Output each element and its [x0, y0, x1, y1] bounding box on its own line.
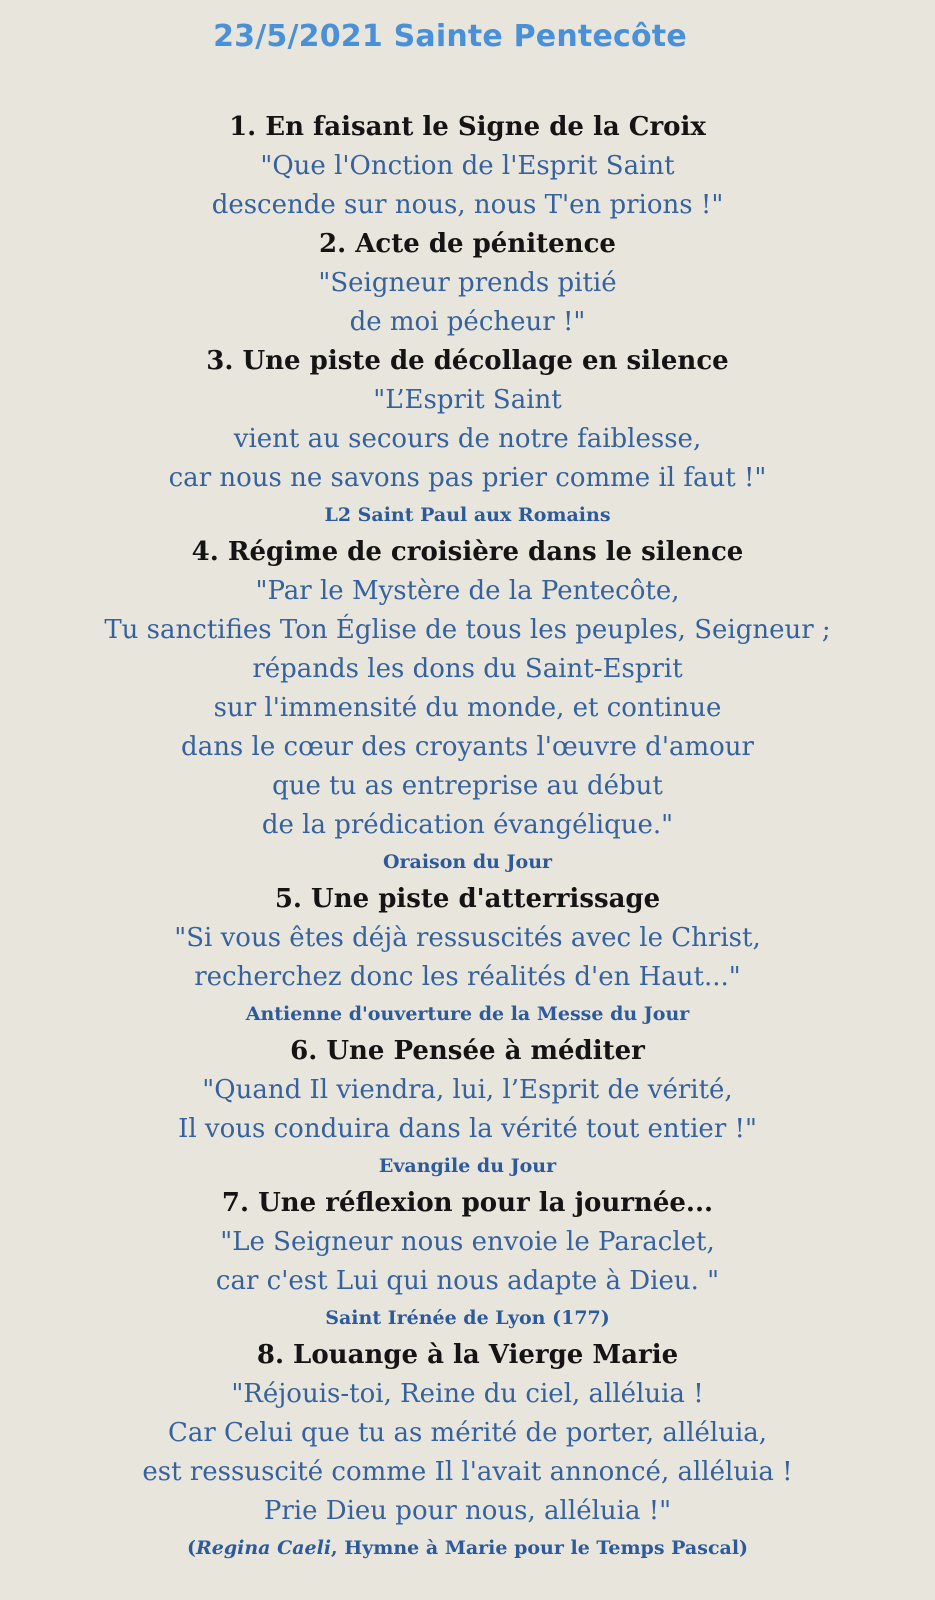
- prayer-steps: [0, 108, 935, 1566]
- quote-line: "Par le Mystère de la Pentecôte,: [255, 576, 680, 606]
- quote-line: Car Celui que tu as mérité de porter, alléluia,: [167, 1418, 768, 1448]
- step-4: [0, 533, 935, 880]
- quote-line: sur l'immensité du monde, et continue: [213, 693, 722, 723]
- step-quote: [0, 1375, 935, 1531]
- quote-line: de la prédication évangélique.": [261, 810, 674, 840]
- quote-line: "L’Esprit Saint: [373, 385, 562, 415]
- step-heading: 2. Acte de pénitence: [319, 229, 616, 259]
- step-7: [0, 1184, 935, 1336]
- step-quote: [0, 572, 935, 845]
- source-open: (: [186, 1537, 196, 1559]
- step-3: [0, 342, 935, 533]
- quote-line: de moi pécheur !": [349, 307, 586, 337]
- quote-line: car nous ne savons pas prier comme il faut !": [168, 463, 767, 493]
- quote-line: vient au secours de notre faiblesse,: [233, 424, 702, 454]
- step-5: [0, 880, 935, 1032]
- quote-line: "Quand Il viendra, lui, l’Esprit de vérité,: [202, 1075, 733, 1105]
- step-source: L2 Saint Paul aux Romains: [324, 504, 611, 526]
- step-heading: 4. Régime de croisière dans le silence: [191, 537, 744, 567]
- source-hymn-title: Regina Caeli: [195, 1537, 332, 1559]
- quote-line: "Si vous êtes déjà ressuscités avec le Christ,: [174, 923, 761, 953]
- step-source: Evangile du Jour: [378, 1155, 557, 1177]
- quote-line: "Réjouis-toi, Reine du ciel, alléluia !: [231, 1379, 704, 1409]
- quote-line: car c'est Lui qui nous adapte à Dieu. ": [215, 1266, 720, 1296]
- step-heading: 1. En faisant le Signe de la Croix: [229, 112, 706, 142]
- step-heading: 6. Une Pensée à méditer: [290, 1036, 645, 1066]
- step-quote: [0, 147, 935, 225]
- step-source: Saint Irénée de Lyon (177): [325, 1307, 610, 1329]
- source-rest: , Hymne à Marie pour le Temps Pascal): [331, 1537, 749, 1559]
- quote-line: "Seigneur prends pitié: [318, 268, 617, 298]
- step-6: [0, 1032, 935, 1184]
- quote-line: Il vous conduira dans la vérité tout entier !": [178, 1114, 757, 1144]
- step-heading: 8. Louange à la Vierge Marie: [256, 1340, 679, 1370]
- step-quote: [0, 381, 935, 498]
- step-1: [0, 108, 935, 225]
- step-quote: [0, 1223, 935, 1301]
- step-2: [0, 225, 935, 342]
- step-8: [0, 1336, 935, 1566]
- step-quote: [0, 919, 935, 997]
- quote-line: répands les dons du Saint-Esprit: [252, 654, 683, 684]
- quote-line: "Que l'Onction de l'Esprit Saint: [260, 151, 675, 181]
- step-source: Antienne d'ouverture de la Messe du Jour: [245, 1003, 690, 1025]
- quote-line: Prie Dieu pour nous, alléluia !": [263, 1496, 672, 1526]
- quote-line: "Le Seigneur nous envoie le Paraclet,: [220, 1227, 715, 1257]
- quote-line: est ressuscité comme Il l'avait annoncé, alléluia !: [142, 1457, 793, 1487]
- quote-line: recherchez donc les réalités d'en Haut...": [194, 962, 741, 992]
- quote-line: dans le cœur des croyants l'œuvre d'amour: [181, 732, 754, 762]
- step-quote: [0, 264, 935, 342]
- step-heading: 5. Une piste d'atterrissage: [274, 884, 661, 914]
- step-heading: 7. Une réflexion pour la journée...: [221, 1188, 714, 1218]
- quote-line: que tu as entreprise au début: [272, 771, 663, 801]
- quote-line: descende sur nous, nous T'en prions !": [211, 190, 724, 220]
- quote-line: Tu sanctifies Ton Église de tous les peuples, Seigneur ;: [104, 615, 831, 645]
- step-source: [0, 1531, 935, 1566]
- step-source: Oraison du Jour: [382, 851, 553, 873]
- step-heading: 3. Une piste de décollage en silence: [206, 346, 729, 376]
- step-quote: [0, 1071, 935, 1149]
- page-title: 23/5/2021 Sainte Pentecôte: [213, 19, 687, 54]
